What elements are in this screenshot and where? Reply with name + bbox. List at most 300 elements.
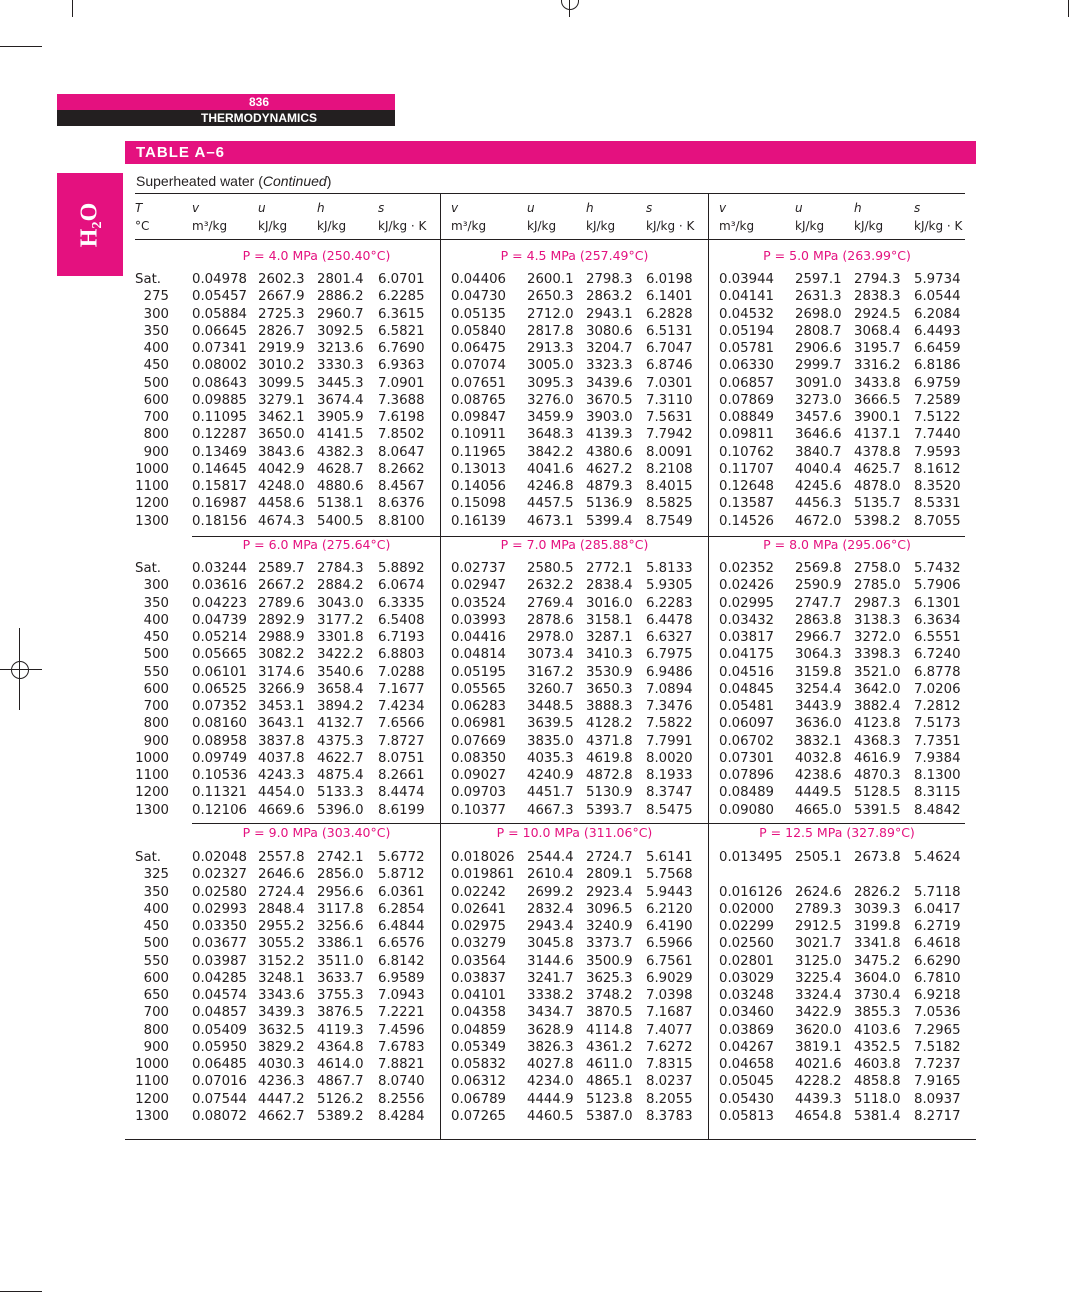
table-cell: 4380.6 [586, 445, 633, 460]
table-cell: 0.03244 [192, 561, 247, 576]
table-cell: 3636.0 [795, 716, 842, 731]
table-cell: 0.02947 [451, 578, 506, 593]
table-cell: 0.06485 [192, 1057, 247, 1072]
table-cell: 3276.0 [527, 393, 574, 408]
pressure-heading: P = 8.0 MPa (295.06°C) [763, 537, 911, 552]
temperature-cell: 800 [143, 427, 169, 442]
table-cell: 2597.1 [795, 272, 842, 287]
table-cell: 3900.1 [854, 410, 901, 425]
column-symbol: h [586, 201, 594, 215]
table-cell: 0.12287 [192, 427, 247, 442]
table-cell: 3260.7 [527, 682, 574, 697]
column-unit: kJ/kg [795, 219, 825, 233]
table-cell: 6.9486 [646, 665, 693, 680]
table-cell: 6.5966 [646, 936, 693, 951]
crop-mark [72, 0, 73, 17]
table-cell: 8.3783 [646, 1109, 693, 1124]
table-top-rule [135, 193, 965, 194]
table-cell: 2878.6 [527, 613, 574, 628]
table-cell: 6.7690 [378, 341, 425, 356]
table-cell: 4669.6 [258, 803, 305, 818]
table-cell: 3167.2 [527, 665, 574, 680]
table-cell: 3055.2 [258, 936, 305, 951]
table-cell: 0.02993 [192, 902, 247, 917]
table-cell: 0.04406 [451, 272, 506, 287]
table-cell: 0.07341 [192, 341, 247, 356]
table-cell: 3096.5 [586, 902, 633, 917]
table-cell: 2988.9 [258, 630, 305, 645]
table-cell: 2886.2 [317, 289, 364, 304]
table-cell: 0.11965 [451, 445, 506, 460]
table-cell: 8.4015 [646, 479, 693, 494]
table-cell: 8.0751 [378, 751, 425, 766]
table-cell: 4032.8 [795, 751, 842, 766]
temperature-cell: 1100 [135, 1074, 169, 1089]
table-cell: 3632.5 [258, 1023, 305, 1038]
table-cell: 3903.0 [586, 410, 633, 425]
table-cell: 0.02327 [192, 867, 247, 882]
table-cell: 0.03837 [451, 971, 506, 986]
table-label: TABLE A–6 [136, 144, 226, 161]
table-cell: 2772.1 [586, 561, 633, 576]
book-title: THERMODYNAMICS [201, 111, 317, 125]
table-cell: 0.05840 [451, 324, 506, 339]
table-cell: 2960.7 [317, 307, 364, 322]
table-cell: 8.2717 [914, 1109, 961, 1124]
table-cell: 4865.1 [586, 1074, 633, 1089]
table-cell: 5.9734 [914, 272, 961, 287]
column-unit: m³/kg [719, 219, 755, 233]
table-cell: 3213.6 [317, 341, 364, 356]
table-cell: 7.3476 [646, 699, 693, 714]
table-cell: 8.1300 [914, 768, 961, 783]
table-cell: 4141.5 [317, 427, 364, 442]
table-cell: 7.7440 [914, 427, 961, 442]
table-cell: 3843.6 [258, 445, 305, 460]
table-cell: 8.2661 [378, 768, 425, 783]
table-cell: 0.04223 [192, 596, 247, 611]
column-unit: kJ/kg [317, 219, 347, 233]
table-cell: 0.02995 [719, 596, 774, 611]
table-cell: 0.07074 [451, 358, 506, 373]
column-unit: kJ/kg [258, 219, 288, 233]
table-cell: 3174.6 [258, 665, 305, 680]
table-cell: 3755.3 [317, 988, 364, 1003]
table-cell: 4037.8 [258, 751, 305, 766]
table-cell: 8.0647 [378, 445, 425, 460]
table-cell: 4867.7 [317, 1074, 364, 1089]
table-cell: 4674.3 [258, 514, 305, 529]
table-cell: 4444.9 [527, 1092, 574, 1107]
column-unit: kJ/kg [586, 219, 616, 233]
column-unit: m³/kg [451, 219, 487, 233]
table-cell: 0.05813 [719, 1109, 774, 1124]
table-cell: 8.8100 [378, 514, 425, 529]
table-cell: 0.05349 [451, 1040, 506, 1055]
table-cell: 4041.6 [527, 462, 574, 477]
table-cell: 2624.6 [795, 885, 842, 900]
column-symbol: u [795, 201, 803, 215]
registration-mark-icon [11, 661, 29, 679]
table-cell: 4352.5 [854, 1040, 901, 1055]
table-cell: 0.04516 [719, 665, 774, 680]
table-cell: 3323.3 [586, 358, 633, 373]
table-cell: 0.019861 [451, 867, 515, 882]
pressure-heading: P = 12.5 MPa (327.89°C) [759, 825, 915, 840]
table-cell: 2789.6 [258, 596, 305, 611]
table-cell: 0.08958 [192, 734, 247, 749]
table-cell: 3628.9 [527, 1023, 574, 1038]
table-cell: 6.4190 [646, 919, 693, 934]
table-caption: Superheated water (Continued) [136, 173, 332, 189]
table-cell: 4460.5 [527, 1109, 574, 1124]
temperature-cell: Sat. [135, 561, 162, 576]
table-cell: 0.08350 [451, 751, 506, 766]
table-cell: 0.09885 [192, 393, 247, 408]
table-cell: 4616.9 [854, 751, 901, 766]
table-cell: 6.8142 [378, 954, 425, 969]
table-cell: 8.5475 [646, 803, 693, 818]
table-cell: 4662.7 [258, 1109, 305, 1124]
table-cell: 2832.4 [527, 902, 574, 917]
table-cell: 2987.3 [854, 596, 901, 611]
table-cell: 3039.3 [854, 902, 901, 917]
temperature-cell: 500 [143, 376, 169, 391]
table-cell: 3639.5 [527, 716, 574, 731]
table-cell: 0.06857 [719, 376, 774, 391]
table-cell: 6.2854 [378, 902, 425, 917]
table-cell: 2966.7 [795, 630, 842, 645]
table-cell: 2838.3 [854, 289, 901, 304]
table-cell: 0.10377 [451, 803, 506, 818]
table-cell: 4879.3 [586, 479, 633, 494]
temperature-cell: 400 [143, 341, 169, 356]
table-cell: 0.18156 [192, 514, 247, 529]
table-cell: 3666.5 [854, 393, 901, 408]
table-cell: 3434.7 [527, 1005, 574, 1020]
table-cell: 4673.1 [527, 514, 574, 529]
table-cell: 7.4596 [378, 1023, 425, 1038]
table-cell: 7.0943 [378, 988, 425, 1003]
table-cell: 8.7549 [646, 514, 693, 529]
table-cell: 2856.0 [317, 867, 364, 882]
table-cell: 8.1612 [914, 462, 961, 477]
table-cell: 0.13469 [192, 445, 247, 460]
table-cell: 0.04416 [451, 630, 506, 645]
column-symbol: v [719, 201, 727, 215]
table-cell: 6.7975 [646, 647, 693, 662]
table-cell: 6.4844 [378, 919, 425, 934]
table-cell: 2955.2 [258, 919, 305, 934]
table-cell: 5381.4 [854, 1109, 901, 1124]
crop-mark [569, 0, 570, 17]
table-cell: 5126.2 [317, 1092, 364, 1107]
table-cell: 2943.4 [527, 919, 574, 934]
block-rule [192, 823, 965, 824]
table-cell: 6.2828 [646, 307, 693, 322]
table-cell: 6.2283 [646, 596, 693, 611]
table-cell: 0.04574 [192, 988, 247, 1003]
table-cell: 2808.7 [795, 324, 842, 339]
table-cell: 3894.2 [317, 699, 364, 714]
table-cell: 0.09027 [451, 768, 506, 783]
table-cell: 4872.8 [586, 768, 633, 783]
table-cell: 4361.2 [586, 1040, 633, 1055]
table-cell: 4139.3 [586, 427, 633, 442]
table-cell: 0.07352 [192, 699, 247, 714]
crop-mark [0, 1291, 42, 1292]
table-cell: 2789.3 [795, 902, 842, 917]
table-cell: 4240.9 [527, 768, 574, 783]
table-cell: 3254.4 [795, 682, 842, 697]
table-cell: 3633.7 [317, 971, 364, 986]
table-cell: 0.05430 [719, 1092, 774, 1107]
table-cell: 5123.8 [586, 1092, 633, 1107]
table-cell: 2943.1 [586, 307, 633, 322]
table-cell: 7.7237 [914, 1057, 961, 1072]
table-cell: 7.0901 [378, 376, 425, 391]
table-cell: 5138.1 [317, 496, 364, 511]
temperature-cell: 800 [143, 716, 169, 731]
temperature-cell: 900 [143, 445, 169, 460]
table-cell: 0.06312 [451, 1074, 506, 1089]
table-cell: 0.05832 [451, 1057, 506, 1072]
table-cell: 0.05481 [719, 699, 774, 714]
table-cell: 3443.9 [795, 699, 842, 714]
table-cell: 5.9443 [646, 885, 693, 900]
table-cell: 0.15098 [451, 496, 506, 511]
table-cell: 6.0361 [378, 885, 425, 900]
table-cell: 0.04658 [719, 1057, 774, 1072]
table-cell: 4137.1 [854, 427, 901, 442]
table-cell: 6.2285 [378, 289, 425, 304]
table-cell: 7.0206 [914, 682, 961, 697]
table-cell: 5.8712 [378, 867, 425, 882]
table-cell: 5398.2 [854, 514, 901, 529]
table-cell: 8.2556 [378, 1092, 425, 1107]
table-cell: 3068.4 [854, 324, 901, 339]
temperature-cell: 450 [143, 919, 169, 934]
table-cell: 2826.7 [258, 324, 305, 339]
table-cell: 3837.8 [258, 734, 305, 749]
table-cell: 3540.6 [317, 665, 364, 680]
table-cell: 3287.1 [586, 630, 633, 645]
table-cell: 3882.4 [854, 699, 901, 714]
table-cell: 0.05781 [719, 341, 774, 356]
temperature-cell: 1300 [135, 803, 169, 818]
table-cell: 4378.8 [854, 445, 901, 460]
table-cell: 0.016126 [719, 885, 783, 900]
table-cell: 4021.6 [795, 1057, 842, 1072]
table-cell: 0.08002 [192, 358, 247, 373]
table-cell: 4627.2 [586, 462, 633, 477]
table-cell: 3338.2 [527, 988, 574, 1003]
table-cell: 4614.0 [317, 1057, 364, 1072]
temperature-cell: 1100 [135, 768, 169, 783]
table-cell: 2848.4 [258, 902, 305, 917]
temperature-cell: 325 [143, 867, 169, 882]
table-cell: 6.5408 [378, 613, 425, 628]
column-symbol: s [914, 201, 921, 215]
table-cell: 4030.3 [258, 1057, 305, 1072]
table-cell: 2758.0 [854, 561, 901, 576]
table-cell: 7.4234 [378, 699, 425, 714]
temperature-cell: 700 [143, 699, 169, 714]
table-cell: 0.02000 [719, 902, 774, 917]
table-cell: 6.1401 [646, 289, 693, 304]
table-cell: 8.3520 [914, 479, 961, 494]
crop-mark [0, 46, 42, 47]
table-cell: 8.3747 [646, 785, 693, 800]
table-cell: 3448.5 [527, 699, 574, 714]
table-cell: 3073.4 [527, 647, 574, 662]
table-cell: 7.0894 [646, 682, 693, 697]
temperature-cell: 1200 [135, 785, 169, 800]
table-cell: 8.0091 [646, 445, 693, 460]
group-divider [708, 193, 709, 1139]
table-cell: 7.2812 [914, 699, 961, 714]
table-cell: 3204.7 [586, 341, 633, 356]
temperature-cell: 600 [143, 393, 169, 408]
table-cell: 3620.0 [795, 1023, 842, 1038]
table-cell: 2817.8 [527, 324, 574, 339]
table-cell: 4870.3 [854, 768, 901, 783]
table-cell: 8.6199 [378, 803, 425, 818]
table-cell: 8.5331 [914, 496, 961, 511]
table-cell: 8.7055 [914, 514, 961, 529]
table-cell: 3604.0 [854, 971, 901, 986]
table-cell: 5400.5 [317, 514, 364, 529]
table-cell: 3475.2 [854, 954, 901, 969]
table-cell: 3530.9 [586, 665, 633, 680]
table-cell: 0.04859 [451, 1023, 506, 1038]
crop-mark [1068, 0, 1069, 17]
table-cell: 0.13013 [451, 462, 506, 477]
table-cell: 0.03432 [719, 613, 774, 628]
table-cell: 3225.4 [795, 971, 842, 986]
table-cell: 0.018026 [451, 850, 515, 865]
table-cell: 2725.3 [258, 307, 305, 322]
table-cell: 0.02242 [451, 885, 506, 900]
temperature-cell: 275 [143, 289, 169, 304]
side-tab [57, 173, 123, 276]
table-cell: 7.8315 [646, 1057, 693, 1072]
table-cell: 4625.7 [854, 462, 901, 477]
table-cell: 0.03350 [192, 919, 247, 934]
table-cell: 8.0237 [646, 1074, 693, 1089]
column-symbol: h [854, 201, 862, 215]
table-cell: 4858.8 [854, 1074, 901, 1089]
table-cell: 2892.9 [258, 613, 305, 628]
table-cell: 2667.2 [258, 578, 305, 593]
table-cell: 3674.4 [317, 393, 364, 408]
table-cell: 6.4618 [914, 936, 961, 951]
table-cell: 2747.7 [795, 596, 842, 611]
table-cell: 3646.6 [795, 427, 842, 442]
table-cell: 6.7047 [646, 341, 693, 356]
temperature-cell: 400 [143, 902, 169, 917]
table-cell: 3266.9 [258, 682, 305, 697]
column-symbol: v [451, 201, 459, 215]
table-cell: 0.10536 [192, 768, 247, 783]
table-cell: 3453.1 [258, 699, 305, 714]
pressure-heading: P = 7.0 MPa (285.88°C) [500, 537, 649, 552]
table-cell: 5.4624 [914, 850, 961, 865]
table-cell: 2838.4 [586, 578, 633, 593]
table-cell: 3433.8 [854, 376, 901, 391]
table-cell: 3855.3 [854, 1005, 901, 1020]
table-cell: 0.03248 [719, 988, 774, 1003]
table-cell: 2924.5 [854, 307, 901, 322]
table-cell: 2913.3 [527, 341, 574, 356]
table-cell: 8.4474 [378, 785, 425, 800]
table-cell: 4371.8 [586, 734, 633, 749]
table-cell: 8.4842 [914, 803, 961, 818]
table-cell: 0.05135 [451, 307, 506, 322]
table-cell: 3888.3 [586, 699, 633, 714]
table-cell: 8.1933 [646, 768, 693, 783]
table-cell: 4451.7 [527, 785, 574, 800]
table-cell: 2646.6 [258, 867, 305, 882]
table-cell: 3159.8 [795, 665, 842, 680]
table-cell: 4114.8 [586, 1023, 633, 1038]
table-cell: 3241.7 [527, 971, 574, 986]
table-cell: 4611.0 [586, 1057, 633, 1072]
table-cell: 4439.3 [795, 1092, 842, 1107]
table-cell: 4040.4 [795, 462, 842, 477]
table-cell: 0.04101 [451, 988, 506, 1003]
table-cell: 4246.8 [527, 479, 574, 494]
table-cell: 6.8186 [914, 358, 961, 373]
table-cell: 6.0701 [378, 272, 425, 287]
table-cell: 3876.5 [317, 1005, 364, 1020]
table-cell: 2632.2 [527, 578, 574, 593]
table-cell: 0.04814 [451, 647, 506, 662]
temperature-cell: 800 [143, 1023, 169, 1038]
temperature-cell: 1200 [135, 1092, 169, 1107]
table-cell: 0.05194 [719, 324, 774, 339]
table-cell: 0.06702 [719, 734, 774, 749]
column-symbol: s [378, 201, 385, 215]
table-cell: 0.08072 [192, 1109, 247, 1124]
table-cell: 3462.1 [258, 410, 305, 425]
table-cell: 4103.6 [854, 1023, 901, 1038]
column-symbol: v [192, 201, 200, 215]
table-cell: 2742.1 [317, 850, 364, 865]
table-cell: 4447.2 [258, 1092, 305, 1107]
table-cell: 2999.7 [795, 358, 842, 373]
table-cell: 0.05665 [192, 647, 247, 662]
table-cell: 6.7561 [646, 954, 693, 969]
table-cell: 5391.5 [854, 803, 901, 818]
temperature-cell: 1100 [135, 479, 169, 494]
table-cell: 3422.9 [795, 1005, 842, 1020]
column-symbol: u [527, 201, 535, 215]
table-cell: 3091.0 [795, 376, 842, 391]
temperature-cell: 400 [143, 613, 169, 628]
table-cell: 0.06789 [451, 1092, 506, 1107]
table-cell: 6.8746 [646, 358, 693, 373]
table-cell: 0.07016 [192, 1074, 247, 1089]
table-cell: 6.5131 [646, 324, 693, 339]
table-cell: 0.04175 [719, 647, 774, 662]
table-cell: 4364.8 [317, 1040, 364, 1055]
table-cell: 2919.9 [258, 341, 305, 356]
pressure-heading: P = 6.0 MPa (275.64°C) [242, 537, 391, 552]
table-cell: 3648.3 [527, 427, 574, 442]
table-cell: 0.03279 [451, 936, 506, 951]
table-cell: 2673.8 [854, 850, 901, 865]
